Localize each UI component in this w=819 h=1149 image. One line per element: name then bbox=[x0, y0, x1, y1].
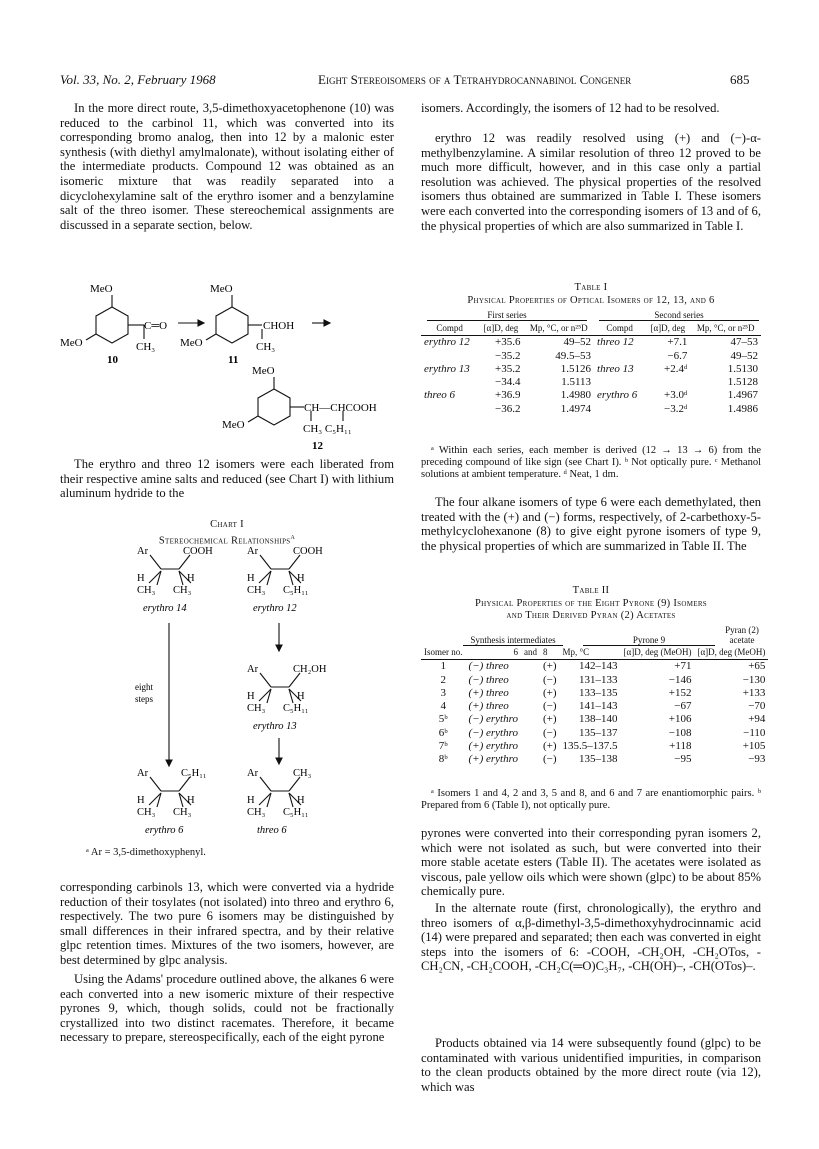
erythro12-label: erythro 12 bbox=[253, 603, 297, 614]
table1-header-row bbox=[421, 322, 761, 336]
table-cell: −108 bbox=[668, 726, 692, 739]
table-cell: (−) threo bbox=[468, 660, 509, 673]
h-label: H bbox=[297, 795, 305, 806]
table-cell: 135.5–137.5 bbox=[562, 740, 618, 753]
table1-title: Table I bbox=[574, 282, 608, 293]
cooh-label: COOH bbox=[183, 546, 213, 557]
right-paragraph-2: erythro 12 was readily resolved using (+) and (−)-α-methylbenzylamine. A similar resolution of threo 12 proved to be much more difficult, however, and in this case only a partial resolution was achieved. The physical properties of the resolved isomers thus obtained are summarized in Table I. These isomers were each converted into the corresponding isomers of 13 and of 6, the physical properties of which are also summarized in Table I. bbox=[421, 131, 761, 233]
table-cell: threo 13 bbox=[597, 362, 634, 375]
table-cell: 135–138 bbox=[579, 753, 618, 766]
ar-label: Ar bbox=[247, 768, 259, 779]
meo-label: MeO bbox=[222, 419, 245, 431]
chart-title: Chart I bbox=[210, 519, 244, 530]
table-cell: +7.1 bbox=[667, 336, 688, 349]
h-label: H bbox=[137, 573, 145, 584]
table-cell: 47–53 bbox=[730, 336, 758, 349]
ch3-label: CH₃ bbox=[247, 807, 266, 818]
eight-label: eight bbox=[135, 682, 153, 692]
table-cell: 133–135 bbox=[579, 686, 618, 699]
table1-header: Compd bbox=[436, 323, 463, 333]
table-row bbox=[421, 687, 768, 700]
meo-label: MeO bbox=[210, 283, 233, 295]
table-cell bbox=[521, 727, 540, 740]
running-header-title: Eight Stereoisomers of a Tetrahydrocannabinol Congener bbox=[318, 72, 632, 87]
h-label: H bbox=[247, 795, 255, 806]
table-row bbox=[421, 376, 761, 389]
table-cell: +106 bbox=[668, 713, 692, 726]
ar-label: Ar bbox=[137, 546, 149, 557]
table-cell: 49.5–53 bbox=[555, 349, 592, 362]
table2-footnote: ᵃ Isomers 1 and 4, 2 and 3, 5 and 8, and 6 and 7 are enantiomorphic pairs. ᵇ Prepared from 6 (Table I), not optically pure. bbox=[421, 788, 761, 812]
table1-header: Mp, °C, or n²⁵D bbox=[696, 323, 755, 333]
table-cell: 1.4980 bbox=[560, 389, 592, 402]
meo-label: MeO bbox=[252, 365, 275, 377]
table-cell bbox=[645, 376, 690, 389]
h-label: H bbox=[297, 573, 305, 584]
table-cell: −110 bbox=[743, 726, 766, 739]
table-cell: (+) threo bbox=[468, 686, 509, 699]
table-cell: 49–52 bbox=[563, 336, 592, 349]
running-header-volume: Vol. 33, No. 2, February 1968 bbox=[60, 72, 216, 87]
table-cell: 2 bbox=[440, 673, 446, 686]
compound-10-label: 10 bbox=[107, 354, 118, 366]
table-cell: +94 bbox=[748, 713, 766, 726]
chohr-label: CHOH bbox=[263, 320, 295, 332]
table-cell: −95 bbox=[674, 753, 692, 766]
table-cell: −6.7 bbox=[667, 349, 688, 362]
table-cell: −36.2 bbox=[494, 402, 521, 415]
table-cell: 49–52 bbox=[730, 349, 758, 362]
table-cell: 6ᵇ bbox=[438, 726, 448, 739]
carbonyl-label: C═O bbox=[144, 320, 168, 332]
table-row bbox=[421, 350, 761, 363]
table-row bbox=[421, 363, 761, 376]
table1-header: Mp, °C, or n²⁵D bbox=[529, 323, 588, 333]
h-label: H bbox=[247, 573, 255, 584]
table-cell: 1.4967 bbox=[727, 389, 758, 402]
right-paragraph-1: isomers. Accordingly, the isomers of 12 had to be resolved. bbox=[421, 101, 720, 115]
table-cell: (−) threo bbox=[468, 673, 509, 686]
right-paragraph-6: Products obtained via 14 were subsequently found (glpc) to be contaminated with various unidentified impurities, in comparison to the clean products obtained by the more direct route (via 12), which was bbox=[421, 1036, 761, 1094]
table2-header: 8 bbox=[542, 647, 548, 657]
ch3-label: CH₃ bbox=[173, 585, 192, 596]
chart-subtitle: Stereochemical Relationships$^a$ bbox=[158, 532, 296, 547]
table-cell: (−) bbox=[542, 753, 557, 766]
table1-header: [α]D, deg bbox=[650, 323, 686, 333]
table-cell: 135–137 bbox=[579, 726, 618, 739]
h-label: H bbox=[247, 691, 255, 702]
right-paragraph-3: The four alkane isomers of type 6 were each demethylated, then treated with the (+) and (−) forms, respectively, of 2-carbethoxy-5-methylcyclohexanone (8) to give eight pyrone isomers of type 9, the physical properties of which are summarized in Table II. The bbox=[421, 495, 761, 553]
table-row bbox=[421, 674, 768, 687]
table-row bbox=[421, 700, 768, 713]
table-cell: 141–143 bbox=[579, 700, 618, 713]
table2-pyran-header: Pyran (2) acetate bbox=[725, 625, 759, 645]
table-row bbox=[421, 660, 768, 674]
ar-label: Ar bbox=[247, 664, 259, 675]
cooh-label: COOH bbox=[293, 546, 323, 557]
table-cell: (+) bbox=[542, 686, 557, 699]
table-cell: 7ᵇ bbox=[438, 740, 448, 753]
table-row bbox=[421, 336, 761, 350]
table-cell: (+) bbox=[542, 740, 557, 753]
table2-header: Isomer no. bbox=[424, 647, 463, 657]
table-cell: +152 bbox=[668, 686, 692, 699]
table-cell bbox=[521, 660, 540, 674]
table-cell: 8ᵇ bbox=[438, 753, 448, 766]
chart-stereo-relationships bbox=[135, 545, 365, 845]
table-row bbox=[421, 403, 761, 416]
table1-second-series: Second series bbox=[599, 310, 759, 321]
table-cell: +105 bbox=[742, 740, 766, 753]
table-cell: 131–133 bbox=[579, 673, 618, 686]
table2-caption-1: Physical Properties of the Eight Pyrone (9) Isomers bbox=[475, 598, 707, 609]
table-cell bbox=[521, 700, 540, 713]
left-paragraph-1: In the more direct route, 3,5-dimethoxyacetophenone (10) was reduced to the carbinol 11, which was converted into its corresponding bromo analog, then into 12 by a malonic ester synthesis (with diethyl amylmalonate), without isolating either of the intermediate products. Compound 12 was obtained as an isomeric mixture that was readily separated into a dicyclohexylamine salt of the erythro isomer and a benzylamine salt of the threo isomer. These stereochemical assignments are discussed in a separate section, below. bbox=[60, 101, 394, 232]
table-cell: (−) bbox=[542, 673, 557, 686]
ch3-label: CH₃ bbox=[293, 768, 312, 779]
table-cell: 1.5126 bbox=[560, 362, 592, 375]
table-cell bbox=[421, 350, 478, 363]
compound-12-label: 12 bbox=[312, 440, 323, 452]
threo6-label: threo 6 bbox=[257, 825, 287, 836]
table-cell: +133 bbox=[742, 686, 766, 699]
right-paragraph-4: pyrones were converted into their corresponding pyran isomers 2, which were not isolated as such, but were converted into their more stable acetate esters (Table II). The acetates were isolated as viscous, pale yellow oils which were shown (glpc) to be about 85% chemically pure. bbox=[421, 826, 761, 899]
table2-header: Mp, °C bbox=[562, 647, 590, 657]
table-cell: +2.4ᵈ bbox=[664, 362, 688, 375]
chart-footnote: ᵃ Ar = 3,5-dimethoxyphenyl. bbox=[86, 847, 206, 858]
left-paragraph-3: corresponding carbinols 13, which were converted via a hydride reduction of their tosylates (not isolated) into threo and erythro 6, respectively. The two pure 6 isomers may be distinguished by small differences in their infrared spectra, and by their relative glpc retention times. Mixtures of the two isomers, however, are best determined by glpc analysis. bbox=[60, 880, 394, 967]
table2-header: [α]D, deg (MeOH) bbox=[697, 647, 766, 657]
table-cell: 1.4974 bbox=[560, 402, 592, 415]
table-cell: 1.5130 bbox=[727, 362, 758, 375]
table-row bbox=[421, 389, 761, 402]
erythro6-label: erythro 6 bbox=[145, 825, 184, 836]
table-cell: +118 bbox=[669, 740, 692, 753]
table2-header-row bbox=[421, 646, 768, 660]
table-cell: (+) bbox=[542, 713, 557, 726]
table-cell bbox=[521, 740, 540, 753]
table1 bbox=[421, 322, 761, 416]
compound-11-label: 11 bbox=[228, 354, 239, 366]
table-cell: erythro 12 bbox=[424, 336, 470, 349]
table-cell: 1 bbox=[440, 660, 446, 673]
table-cell: threo 12 bbox=[597, 336, 634, 349]
meo-label: MeO bbox=[180, 337, 203, 349]
ar-label: Ar bbox=[247, 546, 259, 557]
table-cell bbox=[594, 376, 645, 389]
table-cell: +35.6 bbox=[494, 336, 521, 349]
table1-first-series: First series bbox=[427, 310, 587, 321]
reaction-scheme bbox=[60, 283, 394, 453]
table-cell: (+) erythro bbox=[468, 740, 518, 753]
left-paragraph-4: Using the Adams' procedure outlined above, the alkanes 6 were each converted into a new isomeric mixture of their respective pyrones 9, which, though solids, could not be fractionally crystallized into two distinct racemates. Therefore, it became necessary to prepare, stereospecifically, each of the eight pyrone bbox=[60, 972, 394, 1045]
table-cell: (−) bbox=[542, 700, 557, 713]
page-number: 685 bbox=[730, 72, 750, 87]
ch3-label: CH₃ bbox=[137, 585, 156, 596]
table-cell: 1.5128 bbox=[727, 376, 758, 389]
meo-label: MeO bbox=[90, 283, 113, 295]
table-cell: threo 6 bbox=[424, 389, 456, 402]
table-cell: 1.4986 bbox=[727, 402, 758, 415]
table-cell: 5ᵇ bbox=[438, 713, 448, 726]
chcooh-label: CH—CHCOOH bbox=[304, 402, 377, 414]
c5h11-label: C₅H₁₁ bbox=[283, 585, 309, 596]
table1-header: Compd bbox=[606, 323, 633, 333]
table-cell: 3 bbox=[440, 686, 446, 699]
table2-header: 6 bbox=[513, 647, 518, 657]
c5h11-label: C₅H₁₁ bbox=[283, 807, 309, 818]
table-cell: −67 bbox=[674, 700, 692, 713]
table2-pyrone-header: Pyrone 9 bbox=[583, 635, 715, 646]
erythro13-label: erythro 13 bbox=[253, 721, 297, 732]
left-paragraph-2: The erythro and threo 12 isomers were each liberated from their respective amine salts and reduced (see Chart I) with lithium aluminum hydride to the bbox=[60, 457, 394, 501]
h-label: H bbox=[297, 691, 305, 702]
table-cell: (−) erythro bbox=[468, 726, 518, 739]
table2-caption-2: and Their Derived Pyran (2) Acetates bbox=[506, 610, 676, 621]
table-cell bbox=[521, 687, 540, 700]
table-row bbox=[421, 727, 768, 740]
table-cell: (+) threo bbox=[468, 700, 509, 713]
ch3-label: CH₃ bbox=[247, 585, 266, 596]
h-label: H bbox=[187, 795, 195, 806]
table-cell bbox=[521, 753, 540, 766]
table-cell bbox=[421, 376, 478, 389]
table-cell: −146 bbox=[668, 673, 692, 686]
c5h11-label: C₅H₁₁ bbox=[181, 768, 207, 779]
table-cell: −70 bbox=[748, 700, 766, 713]
table-cell bbox=[521, 713, 540, 726]
ar-label: Ar bbox=[137, 768, 149, 779]
meo-label: MeO bbox=[60, 337, 83, 349]
table-cell: −93 bbox=[748, 753, 766, 766]
table-cell bbox=[421, 403, 478, 416]
table-cell: erythro 13 bbox=[424, 362, 470, 375]
table2-header: [α]D, deg (MeOH) bbox=[623, 647, 692, 657]
table-cell: 142–143 bbox=[579, 660, 618, 673]
table-cell: (+) erythro bbox=[468, 753, 518, 766]
ch2oh-label: CH₂OH bbox=[293, 664, 327, 675]
table-cell: 4 bbox=[440, 700, 446, 713]
table-cell bbox=[521, 674, 540, 687]
table-row bbox=[421, 753, 768, 766]
h-label: H bbox=[187, 573, 195, 584]
right-paragraph-5: In the alternate route (first, chronologically), the erythro and threo isomers of α,β-dimethyl-3,5-dimethoxyhydrocinnamic acid (14) were prepared and separated; then each was converted in eight steps into the isomers of 6: -COOH, -CH₂OH, -CH₂OTos, -CH₂CN, -CH₂COOH, -CH₂C(═O)C₃H₇, -CH(OH)–, -CH(OTos)–. bbox=[421, 901, 761, 974]
table-cell bbox=[594, 403, 645, 416]
table2-synthesis-header: Synthesis intermediates bbox=[463, 635, 563, 646]
ch3-label: CH₃ bbox=[173, 807, 192, 818]
table-cell: −130 bbox=[742, 673, 766, 686]
table-cell: −34.4 bbox=[494, 376, 521, 389]
table-cell: +35.2 bbox=[494, 362, 521, 375]
erythro14-label: erythro 14 bbox=[143, 603, 187, 614]
table-row bbox=[421, 740, 768, 753]
table-cell: (+) bbox=[542, 660, 557, 673]
table-cell: +3.0ᵈ bbox=[664, 389, 688, 402]
ch3-label: CH₃ bbox=[137, 807, 156, 818]
ch3-c5h11-label: CH₃ C₅H₁₁ bbox=[303, 423, 352, 435]
table-cell: (−) bbox=[542, 726, 557, 739]
table-cell: +71 bbox=[674, 660, 692, 673]
table-cell: (−) erythro bbox=[468, 713, 518, 726]
table-cell bbox=[594, 350, 645, 363]
ch3-label: CH₃ bbox=[136, 341, 156, 353]
table-row bbox=[421, 713, 768, 726]
h-label: H bbox=[137, 795, 145, 806]
table-cell: +65 bbox=[748, 660, 766, 673]
steps-label: steps bbox=[135, 694, 153, 704]
table-cell: −35.2 bbox=[494, 349, 521, 362]
table-cell: erythro 6 bbox=[597, 389, 638, 402]
table2-title: Table II bbox=[572, 585, 610, 596]
table-cell: 138–140 bbox=[579, 713, 618, 726]
table1-header: [α]D, deg bbox=[483, 323, 519, 333]
table1-footnote: ᵃ Within each series, each member is derived (12 → 13 → 6) from the preceding compound of like sign (see Chart I). ᵇ Not optically pure. ᶜ Methanol solutions at ambient temperature. ᵈ Neat, 1 dm. bbox=[421, 445, 761, 481]
table1-caption: Physical Properties of Optical Isomers of 12, 13, and 6 bbox=[467, 295, 715, 306]
table-cell: 1.5113 bbox=[561, 376, 592, 389]
ch3-label: CH₃ bbox=[247, 703, 266, 714]
ch3-label: CH₃ bbox=[256, 341, 276, 353]
table2 bbox=[421, 646, 768, 767]
table2-header-and: and bbox=[523, 647, 537, 657]
table-cell: −3.2ᵈ bbox=[664, 402, 688, 415]
table-cell: +36.9 bbox=[494, 389, 521, 402]
c5h11-label: C₅H₁₁ bbox=[283, 703, 309, 714]
